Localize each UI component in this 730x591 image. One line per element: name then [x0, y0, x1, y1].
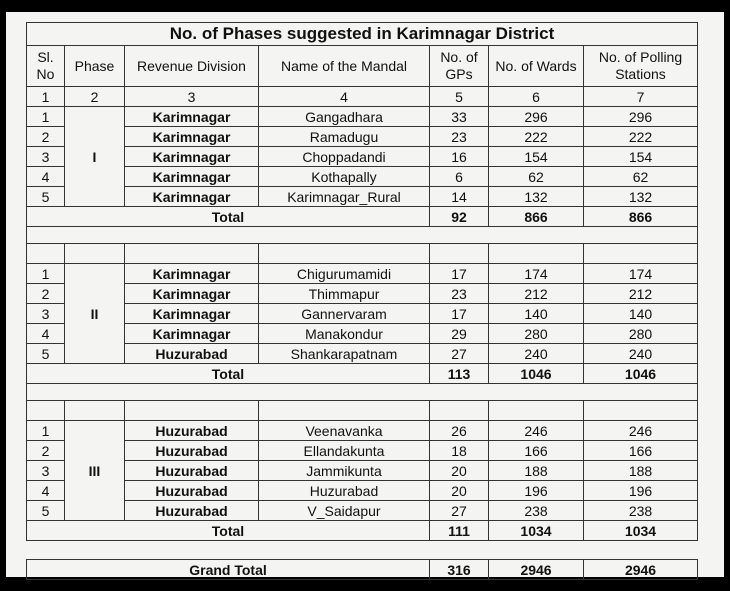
- blank-cell: [259, 401, 430, 421]
- mandal-cell: Thimmapur: [259, 284, 430, 304]
- blank-cell: [430, 244, 489, 264]
- gps-cell: 18: [430, 441, 489, 461]
- sl-no-cell: 4: [27, 481, 65, 501]
- blank-cell: [27, 244, 65, 264]
- table-row: [27, 264, 698, 284]
- table-row: [27, 481, 698, 501]
- header-gps: No. of GPs: [430, 46, 489, 87]
- table-row: [27, 441, 698, 461]
- phase-total-row: [27, 521, 698, 541]
- grand-total-gps: 316: [430, 560, 489, 580]
- col-number: 7: [584, 87, 698, 107]
- polling-stations-cell: 188: [584, 461, 698, 481]
- gps-cell: 23: [430, 284, 489, 304]
- mandal-cell: Kothapally: [259, 167, 430, 187]
- col-number: 4: [259, 87, 430, 107]
- gps-cell: 27: [430, 344, 489, 364]
- blank-cell: [430, 401, 489, 421]
- mandal-cell: Karimnagar_Rural: [259, 187, 430, 207]
- revenue-division-cell: Karimnagar: [125, 187, 259, 207]
- phase-cell: III: [65, 421, 125, 521]
- table-row: [27, 147, 698, 167]
- blank-cell: [584, 401, 698, 421]
- polling-stations-cell: 238: [584, 501, 698, 521]
- wards-cell: 132: [489, 187, 584, 207]
- table-row: [27, 127, 698, 147]
- mandal-cell: Choppadandi: [259, 147, 430, 167]
- sl-no-cell: 3: [27, 304, 65, 324]
- sl-no-cell: 5: [27, 501, 65, 521]
- col-number: 1: [27, 87, 65, 107]
- col-number: 6: [489, 87, 584, 107]
- wards-cell: 174: [489, 264, 584, 284]
- mandal-cell: Gangadhara: [259, 107, 430, 127]
- total-wards: 1034: [489, 521, 584, 541]
- wards-cell: 240: [489, 344, 584, 364]
- mandal-cell: Ramadugu: [259, 127, 430, 147]
- header-row: [27, 46, 698, 87]
- polling-stations-cell: 132: [584, 187, 698, 207]
- wards-cell: 188: [489, 461, 584, 481]
- mandal-cell: Chigurumamidi: [259, 264, 430, 284]
- col-number: 2: [65, 87, 125, 107]
- sl-no-cell: 4: [27, 324, 65, 344]
- blank-cell: [489, 244, 584, 264]
- revenue-division-cell: Huzurabad: [125, 501, 259, 521]
- blank-cell: [125, 401, 259, 421]
- gps-cell: 16: [430, 147, 489, 167]
- mandal-cell: Veenavanka: [259, 421, 430, 441]
- phase-separator-row: [27, 384, 698, 401]
- revenue-division-cell: Karimnagar: [125, 167, 259, 187]
- table-row: [27, 284, 698, 304]
- polling-stations-cell: 166: [584, 441, 698, 461]
- document: [26, 22, 697, 580]
- total-label: Total: [27, 207, 430, 227]
- total-label: Total: [27, 364, 430, 384]
- gps-cell: 33: [430, 107, 489, 127]
- sl-no-cell: 2: [27, 284, 65, 304]
- blank-cell: [125, 244, 259, 264]
- phase-total-row: [27, 364, 698, 384]
- revenue-division-cell: Karimnagar: [125, 284, 259, 304]
- mandal-cell: Manakondur: [259, 324, 430, 344]
- spacer: [26, 541, 697, 559]
- gps-cell: 17: [430, 304, 489, 324]
- blank-cell: [27, 227, 698, 244]
- revenue-division-cell: Huzurabad: [125, 481, 259, 501]
- polling-stations-cell: 240: [584, 344, 698, 364]
- wards-cell: 166: [489, 441, 584, 461]
- revenue-division-cell: Karimnagar: [125, 264, 259, 284]
- blank-cell: [27, 401, 65, 421]
- mandal-cell: V_Saidapur: [259, 501, 430, 521]
- total-polling-stations: 1046: [584, 364, 698, 384]
- phase-cell: II: [65, 264, 125, 364]
- wards-cell: 238: [489, 501, 584, 521]
- polling-stations-cell: 196: [584, 481, 698, 501]
- table-row: [27, 421, 698, 441]
- header-phase: Phase: [65, 46, 125, 87]
- col-number: 5: [430, 87, 489, 107]
- sl-no-cell: 1: [27, 421, 65, 441]
- sl-no-cell: 3: [27, 147, 65, 167]
- gps-cell: 26: [430, 421, 489, 441]
- table-row: [27, 167, 698, 187]
- gps-cell: 23: [430, 127, 489, 147]
- wards-cell: 296: [489, 107, 584, 127]
- polling-stations-cell: 174: [584, 264, 698, 284]
- header-sl-no: Sl. No: [27, 46, 65, 87]
- gps-cell: 29: [430, 324, 489, 344]
- sl-no-cell: 5: [27, 187, 65, 207]
- table-row: [27, 324, 698, 344]
- title-row: [27, 23, 698, 46]
- total-gps: 92: [430, 207, 489, 227]
- blank-cell: [65, 401, 125, 421]
- sl-no-cell: 3: [27, 461, 65, 481]
- phases-table: [26, 22, 698, 541]
- total-polling-stations: 866: [584, 207, 698, 227]
- col-number: 3: [125, 87, 259, 107]
- table-title: No. of Phases suggested in Karimnagar District: [27, 23, 698, 46]
- header-polling-stations: No. of Polling Stations: [584, 46, 698, 87]
- gps-cell: 14: [430, 187, 489, 207]
- total-label: Total: [27, 521, 430, 541]
- grand-total-wards: 2946: [489, 560, 584, 580]
- polling-stations-cell: 140: [584, 304, 698, 324]
- sl-no-cell: 1: [27, 107, 65, 127]
- gps-cell: 20: [430, 461, 489, 481]
- revenue-division-cell: Karimnagar: [125, 147, 259, 167]
- blank-cell: [27, 384, 698, 401]
- gps-cell: 27: [430, 501, 489, 521]
- table-row: [27, 461, 698, 481]
- wards-cell: 280: [489, 324, 584, 344]
- grand-total-polling-stations: 2946: [584, 560, 698, 580]
- wards-cell: 196: [489, 481, 584, 501]
- table-row: [27, 344, 698, 364]
- blank-cell: [584, 244, 698, 264]
- total-polling-stations: 1034: [584, 521, 698, 541]
- polling-stations-cell: 280: [584, 324, 698, 344]
- gps-cell: 20: [430, 481, 489, 501]
- revenue-division-cell: Huzurabad: [125, 461, 259, 481]
- blank-cell: [65, 244, 125, 264]
- sl-no-cell: 4: [27, 167, 65, 187]
- phase-total-row: [27, 207, 698, 227]
- blank-row: [27, 244, 698, 264]
- polling-stations-cell: 154: [584, 147, 698, 167]
- polling-stations-cell: 246: [584, 421, 698, 441]
- phase-separator-row: [27, 227, 698, 244]
- total-gps: 113: [430, 364, 489, 384]
- revenue-division-cell: Karimnagar: [125, 324, 259, 344]
- grand-total-row: [27, 560, 698, 580]
- column-number-row: [27, 87, 698, 107]
- sl-no-cell: 5: [27, 344, 65, 364]
- sl-no-cell: 2: [27, 127, 65, 147]
- table-row: [27, 501, 698, 521]
- mandal-cell: Jammikunta: [259, 461, 430, 481]
- wards-cell: 154: [489, 147, 584, 167]
- mandal-cell: Huzurabad: [259, 481, 430, 501]
- gps-cell: 6: [430, 167, 489, 187]
- mandal-cell: Ellandakunta: [259, 441, 430, 461]
- revenue-division-cell: Karimnagar: [125, 107, 259, 127]
- wards-cell: 222: [489, 127, 584, 147]
- header-wards: No. of Wards: [489, 46, 584, 87]
- wards-cell: 212: [489, 284, 584, 304]
- blank-cell: [259, 244, 430, 264]
- total-wards: 866: [489, 207, 584, 227]
- revenue-division-cell: Huzurabad: [125, 344, 259, 364]
- revenue-division-cell: Karimnagar: [125, 127, 259, 147]
- polling-stations-cell: 212: [584, 284, 698, 304]
- blank-cell: [489, 401, 584, 421]
- polling-stations-cell: 222: [584, 127, 698, 147]
- table-row: [27, 187, 698, 207]
- sl-no-cell: 1: [27, 264, 65, 284]
- gps-cell: 17: [430, 264, 489, 284]
- revenue-division-cell: Huzurabad: [125, 441, 259, 461]
- wards-cell: 246: [489, 421, 584, 441]
- scanned-page: [6, 12, 724, 577]
- header-revenue-division: Revenue Division: [125, 46, 259, 87]
- mandal-cell: Gannervaram: [259, 304, 430, 324]
- polling-stations-cell: 296: [584, 107, 698, 127]
- table-row: [27, 107, 698, 127]
- revenue-division-cell: Karimnagar: [125, 304, 259, 324]
- phase-cell: I: [65, 107, 125, 207]
- wards-cell: 140: [489, 304, 584, 324]
- table-row: [27, 304, 698, 324]
- wards-cell: 62: [489, 167, 584, 187]
- total-wards: 1046: [489, 364, 584, 384]
- grand-total-label: Grand Total: [27, 560, 430, 580]
- revenue-division-cell: Huzurabad: [125, 421, 259, 441]
- header-mandal: Name of the Mandal: [259, 46, 430, 87]
- blank-row: [27, 401, 698, 421]
- grand-total-table: [26, 559, 698, 580]
- polling-stations-cell: 62: [584, 167, 698, 187]
- total-gps: 111: [430, 521, 489, 541]
- sl-no-cell: 2: [27, 441, 65, 461]
- mandal-cell: Shankarapatnam: [259, 344, 430, 364]
